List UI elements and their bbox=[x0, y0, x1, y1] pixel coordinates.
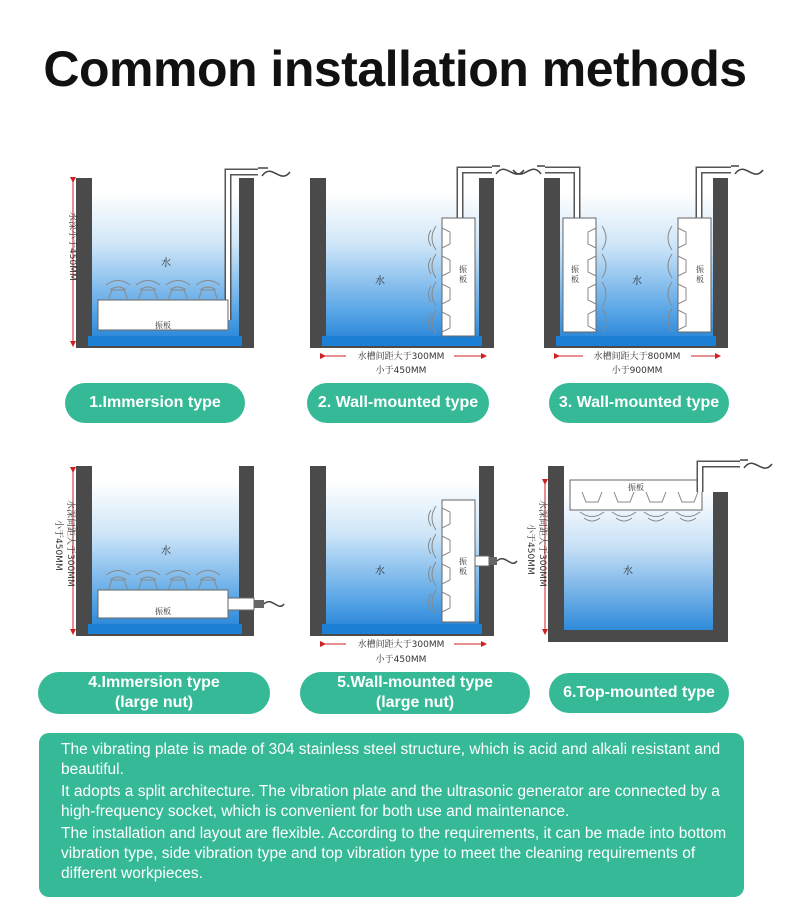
diagram-2-wall-mounted bbox=[310, 166, 524, 376]
diagram-5-wall-mounted-large-nut bbox=[310, 466, 517, 665]
method-5-text-line2: (large nut) bbox=[375, 694, 455, 711]
diagram-3-wall-mounted-dual bbox=[513, 166, 763, 376]
description-box bbox=[39, 733, 744, 897]
method-1-label bbox=[65, 383, 245, 423]
gap-label-a: 水槽间距大于300MM bbox=[357, 640, 445, 650]
water-label: 水 bbox=[161, 258, 171, 269]
plate-label-b: 板 bbox=[459, 275, 467, 284]
gap-label-a: 水槽间距大于300MM bbox=[357, 352, 445, 362]
description-paragraph-3: The installation and layout are flexible. According to the requirements, it can be made into bottom vibration type, side vibration type and top vibration type to meet the cleaning requirements of different workpieces. bbox=[61, 825, 727, 882]
water-label: 水 bbox=[623, 566, 633, 577]
depth-label-b: 小于450MM bbox=[525, 524, 535, 575]
gap-label-b: 小于450MM bbox=[375, 366, 427, 376]
diagram-4-immersion-large-nut bbox=[53, 466, 284, 636]
method-6-label bbox=[549, 673, 729, 713]
plate-label: 振板 bbox=[155, 321, 171, 330]
gap-label-b: 小于450MM bbox=[375, 655, 427, 665]
method-6-text: 6.Top-mounted type bbox=[563, 684, 715, 701]
method-4-label bbox=[38, 672, 270, 714]
plate-label-a: 振 bbox=[459, 265, 467, 274]
method-2-label bbox=[307, 383, 489, 423]
plate-right-label-a: 振 bbox=[696, 265, 704, 274]
method-5-label bbox=[300, 672, 530, 714]
water bbox=[562, 492, 714, 630]
depth-label-a: 水深间距大于300MM bbox=[65, 500, 75, 587]
gap-label-a: 水槽间距大于800MM bbox=[593, 352, 681, 362]
water-label: 水 bbox=[161, 546, 171, 557]
plate-label: 振板 bbox=[628, 483, 644, 492]
plate-left-label-a: 振 bbox=[571, 265, 579, 274]
method-1-text: 1.Immersion type bbox=[89, 394, 221, 411]
depth-label: 水深小于450MM bbox=[67, 212, 77, 281]
method-3-label bbox=[549, 383, 729, 423]
method-4-text-line2: (large nut) bbox=[114, 694, 194, 711]
method-5-text-line1: 5.Wall-mounted type bbox=[337, 674, 493, 691]
page-title: Common installation methods bbox=[43, 41, 747, 97]
plate-right-label-b: 板 bbox=[696, 275, 704, 284]
method-4-text-line1: 4.Immersion type bbox=[88, 674, 220, 691]
gap-label-b: 小于900MM bbox=[611, 366, 663, 376]
plate-label-b: 板 bbox=[459, 567, 467, 576]
water-label: 水 bbox=[375, 566, 385, 577]
plate-left-label-b: 板 bbox=[571, 275, 579, 284]
description-paragraph-2: It adopts a split architecture. The vibration plate and the ultrasonic generator are connected by a high-frequency socket, which is convenient for both use and maintenance. bbox=[61, 783, 720, 820]
depth-label-b: 小于450MM bbox=[53, 520, 63, 571]
diagram-6-top-mounted bbox=[525, 460, 772, 642]
diagram-1-immersion bbox=[67, 168, 290, 348]
method-3-text: 3. Wall-mounted type bbox=[558, 394, 720, 411]
depth-label-a: 水深间距大于300MM bbox=[537, 500, 547, 587]
plate-label: 振板 bbox=[155, 607, 171, 616]
vibration-plate-left bbox=[563, 218, 596, 332]
description-paragraph-1: The vibrating plate is made of 304 stainless steel structure, which is acid and alkali resistant and beautiful. bbox=[61, 741, 721, 778]
water-label: 水 bbox=[375, 276, 385, 287]
plate-label-a: 振 bbox=[459, 557, 467, 566]
vibration-plate-right bbox=[678, 218, 711, 332]
water-label: 水 bbox=[632, 276, 642, 287]
method-2-text: 2. Wall-mounted type bbox=[317, 394, 479, 411]
